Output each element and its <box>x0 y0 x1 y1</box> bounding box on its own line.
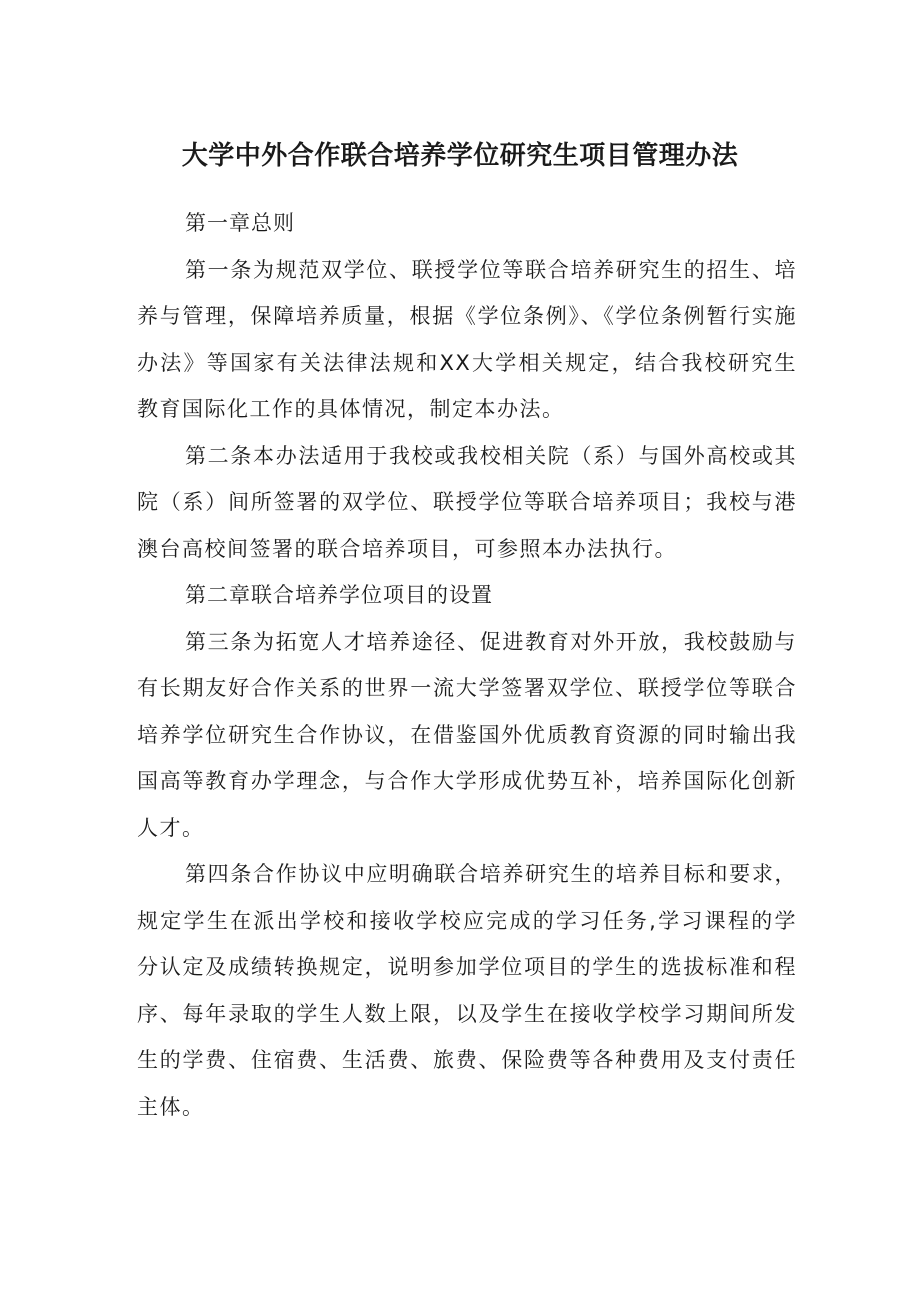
article-1: 第一条为规范双学位、联授学位等联合培养研究生的招生、培养与管理，保障培养质量，根据《学位条例》、《学位条例暂行实施办法》等国家有关法律法规和XX大学相关规定，结合我校研究生教育国际化工作的具体情况，制定本办法。 <box>137 257 797 421</box>
document-body <box>137 200 797 1130</box>
article-3: 第三条为拓宽人才培养途径、促进教育对外开放，我校鼓励与有长期友好合作关系的世界一流大学签署双学位、联授学位等联合培养学位研究生合作协议，在借鉴国外优质教育资源的同时输出我国高等教育办学理念，与合作大学形成优势互补，培养国际化创新人才。 <box>137 629 797 840</box>
chapter-2-heading: 第二章联合培养学位项目的设置 <box>185 583 493 607</box>
article-2: 第二条本办法适用于我校或我校相关院（系）与国外高校或其院（系）间所签署的双学位、联授学位等联合培养项目；我校与港澳台高校间签署的联合培养项目，可参照本办法执行。 <box>137 443 797 561</box>
document-title: 大学中外合作联合培养学位研究生项目管理办法 <box>181 141 739 171</box>
chapter-1-heading: 第一章总则 <box>185 211 295 235</box>
article-4: 第四条合作协议中应明确联合培养研究生的培养目标和要求，规定学生在派出学校和接收学校应完成的学习任务,学习课程的学分认定及成绩转换规定，说明参加学位项目的学生的选拔标准和程序、每年录取的学生人数上限，以及学生在接收学校学习期间所发生的学费、住宿费、生活费、旅费、保险费等各种费用及支付责任主体。 <box>137 862 797 1119</box>
